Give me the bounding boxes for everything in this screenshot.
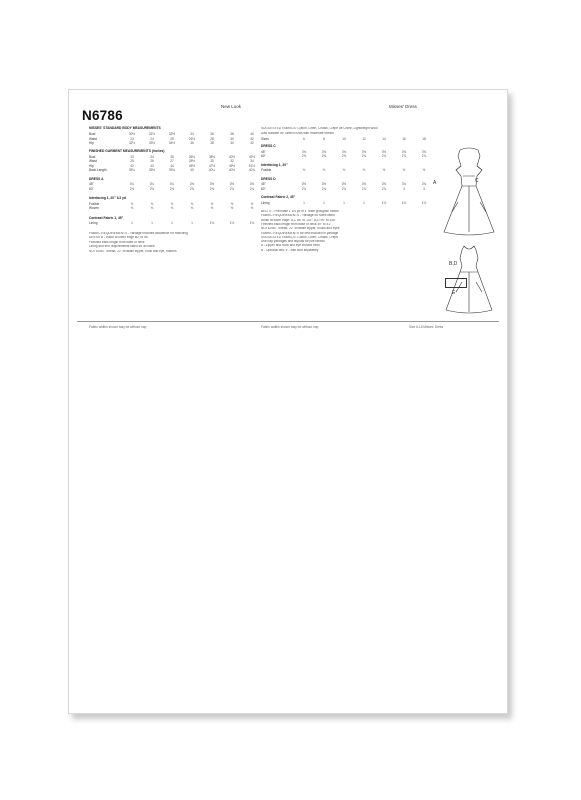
row-value: 36 <box>210 132 214 136</box>
row-value: 36 <box>190 141 194 145</box>
row-value: 49½ <box>228 163 236 168</box>
table-row <box>261 169 441 173</box>
row-value: 40¼ <box>208 168 216 172</box>
row-label: 45" <box>89 182 94 186</box>
row-value: 1⅛ <box>249 221 255 225</box>
row-value: 3¾ <box>421 182 427 186</box>
section-title: Interfacing 1, 20" 1/2 yd <box>89 196 126 200</box>
row-value: 2¾ <box>321 186 327 191</box>
row-value: 3¼ <box>129 182 135 186</box>
row-value: 1 <box>151 221 153 225</box>
row-label: Waist <box>89 159 97 163</box>
table-row <box>89 133 269 137</box>
table-row <box>261 202 441 206</box>
note-line: Use nap yardages and layouts for pile fabrics <box>261 240 325 244</box>
row-value: ½ <box>422 168 426 172</box>
row-label: Bust <box>89 154 96 159</box>
note-line: NOTIONS: Thread, 22" invisible zipper, hooks and eyes <box>261 227 340 231</box>
row-value: 2½ <box>169 186 175 191</box>
row-value: 3⅝ <box>401 149 407 154</box>
row-value: 25 <box>130 159 134 163</box>
row-value: 42½ <box>248 154 256 159</box>
row-value: 32 <box>250 136 254 141</box>
row-value: 30 <box>210 159 214 163</box>
row-value: 18 <box>422 137 426 141</box>
section-title: DRESS D <box>261 176 276 181</box>
row-value: 2⅞ <box>361 186 367 191</box>
left-column <box>89 126 272 327</box>
row-label: Sizes <box>261 137 269 141</box>
row-value: 2¾ <box>229 186 235 191</box>
row-value: ⅜ <box>302 168 306 172</box>
row-value: ½ <box>230 206 234 210</box>
row-value: 32½ <box>128 141 136 145</box>
footer-rule <box>77 321 499 322</box>
row-value: 40½ <box>228 154 236 159</box>
row-value: 36½ <box>188 154 196 159</box>
row-value: ½ <box>382 168 386 172</box>
row-value: ⅜ <box>190 206 194 210</box>
row-value: 2⅞ <box>421 154 427 158</box>
note-line: NOTIONS: Thread, 22" invisible zipper, hook and eye, buttons <box>89 249 177 253</box>
row-value: 1 <box>131 221 133 225</box>
row-value: 38 <box>210 141 214 145</box>
note-line: B - Optional belt; E - Belt sold separately <box>261 248 319 252</box>
row-value: ⅜ <box>322 168 326 172</box>
row-value: 8 <box>323 137 325 141</box>
row-value: 33 <box>130 154 134 159</box>
row-value: 3 <box>423 186 425 191</box>
row-value: 23 <box>130 136 134 141</box>
note-line: BELT E - Purchase 1 1/4 yd of 1" wide grosgrain ribbon <box>261 210 339 213</box>
row-label: 60" <box>261 186 266 191</box>
row-value: 2⅝ <box>321 154 327 158</box>
table-row <box>89 165 269 169</box>
row-value: 38½ <box>208 154 216 159</box>
row-value: 2½ <box>149 186 155 191</box>
row-value: 1⅛ <box>209 221 215 225</box>
row-value: ½ <box>402 168 406 172</box>
row-value: 24 <box>150 136 154 141</box>
section-title: DRESS C <box>261 144 276 148</box>
row-label: 45" <box>261 149 266 154</box>
row-value: 16 <box>402 137 406 141</box>
row-value: 28½ <box>188 159 196 163</box>
row-label: 45" <box>261 182 266 186</box>
table-row <box>89 168 272 173</box>
table-row <box>89 188 269 192</box>
row-value: 42 <box>130 163 134 168</box>
row-value: 34 <box>250 159 254 163</box>
row-value: 1 <box>303 200 305 205</box>
view-letter-e: E <box>452 290 456 296</box>
table-row <box>89 138 269 142</box>
row-value: 40 <box>190 168 194 172</box>
row-value: 26 <box>150 159 154 163</box>
row-value: 6 <box>303 137 305 141</box>
row-value: 39¼ <box>128 168 136 172</box>
note-line: FABRIC REQUIREMENTS - Yardage includes allowance for matching <box>89 231 188 235</box>
note-line: A - Zipper and hook and eye at back neck <box>261 244 320 248</box>
row-label: Fusible <box>89 201 100 206</box>
row-value: 3½ <box>209 182 215 186</box>
row-value: 39½ <box>148 168 156 172</box>
row-value: 40 <box>250 132 254 136</box>
table-row <box>89 160 269 164</box>
section-title: Interfacing 1, 20" <box>261 162 288 167</box>
row-label: Waist <box>89 136 97 141</box>
section-title: FINISHED GARMENT MEASUREMENTS (Inches) <box>89 148 165 153</box>
row-value: 34 <box>190 132 194 136</box>
note-line: Finished back length from base of neck <box>89 240 145 244</box>
row-value: ½ <box>210 201 214 206</box>
footer-center: Fabric widths shown may be without nap <box>261 325 319 329</box>
row-value: 34 <box>150 154 154 159</box>
row-value: 28 <box>210 136 214 141</box>
table-row <box>261 183 441 187</box>
row-value: 3½ <box>229 182 235 186</box>
note-line: Finished back length from base of neck 39" to 41" <box>261 222 332 226</box>
table-row <box>261 155 441 159</box>
row-value: 3 <box>403 186 405 191</box>
row-value: 39¾ <box>168 168 176 172</box>
row-label: Lining <box>261 200 270 205</box>
row-label: Fusible <box>261 168 272 172</box>
row-value: 3½ <box>381 149 387 154</box>
row-value: 25 <box>170 136 174 141</box>
note-line: Also suitable for Stretch Knits with moderate stretch <box>261 131 334 135</box>
pattern-envelope-back <box>68 89 508 714</box>
row-value: ⅜ <box>130 201 134 206</box>
row-value: 3½ <box>321 182 327 186</box>
table-row <box>89 207 269 211</box>
row-value: ⅜ <box>130 206 134 210</box>
section-title: DRESS A <box>89 176 104 181</box>
row-value: 3½ <box>341 182 347 186</box>
row-value: ⅜ <box>170 206 174 210</box>
row-value: 32 <box>230 159 234 163</box>
row-value: 3⅜ <box>321 149 327 154</box>
note-line: DRESS B - Width at lower edge 80" to 96" <box>89 236 149 239</box>
row-value: 40½ <box>228 168 236 172</box>
brand-name: New Look <box>221 104 242 109</box>
belt-e-rectangle <box>445 278 467 288</box>
note-line: Lining and trim requirements listed for all sizes <box>89 245 155 248</box>
row-value: ⅜ <box>150 206 154 210</box>
row-value: 2⅞ <box>401 154 407 158</box>
note-line: Width at lower edge: A,C 86" to 102"; B,D 90" to 106" <box>261 218 337 222</box>
table-row <box>261 188 441 192</box>
row-value: 34½ <box>168 141 176 145</box>
row-value: ⅜ <box>170 201 174 206</box>
row-value: 3⅜ <box>189 182 195 186</box>
row-value: 3⅜ <box>341 149 347 154</box>
row-value: 1⅛ <box>229 221 235 225</box>
table-row <box>89 222 269 226</box>
row-label: Woven <box>89 206 99 210</box>
row-value: 2¾ <box>341 186 347 191</box>
view-letter-a: A <box>433 180 437 186</box>
table-row <box>89 156 269 160</box>
row-value: 3¼ <box>169 182 175 186</box>
row-value: 12 <box>362 137 366 141</box>
row-value: 40 <box>230 141 234 145</box>
pattern-code: N6786 <box>82 108 123 123</box>
row-value: 2¾ <box>381 154 387 158</box>
row-value: 1 <box>363 200 365 205</box>
footer-left: Fabric widths shown may be without nap <box>89 325 147 329</box>
dress-a-c-sketch <box>444 148 494 235</box>
row-value: ½ <box>210 206 214 210</box>
row-value: 2⅝ <box>301 154 307 158</box>
row-label: Lining <box>89 221 98 225</box>
row-value: 2⅞ <box>381 186 387 191</box>
row-value: 2½ <box>129 186 135 191</box>
table-row <box>89 183 269 187</box>
row-value: 2¾ <box>249 186 255 191</box>
row-label: 60" <box>261 154 266 158</box>
row-value: 1 <box>191 221 193 225</box>
row-value: 51½ <box>248 163 256 168</box>
table-row <box>261 151 441 155</box>
row-label: Hip <box>89 141 94 145</box>
row-value: 3¾ <box>401 182 407 186</box>
row-value: ½ <box>230 201 234 206</box>
row-value: 3⅝ <box>361 182 367 186</box>
row-value: 1 <box>343 200 345 205</box>
row-value: ⅜ <box>362 168 366 172</box>
note-line: FABRIC REQUIREMENTS - Yardage for sizes listed <box>261 214 335 218</box>
note-line: SUGGESTED FABRICS: Cotton, Linen, Challis, Crepe <box>261 235 339 239</box>
row-value: ⅜ <box>342 168 346 172</box>
row-value: 31½ <box>148 132 156 136</box>
row-value: 3⅝ <box>421 149 427 154</box>
section-title: MISSES' STANDARD BODY MEASUREMENTS <box>89 126 161 130</box>
row-value: 2⅝ <box>209 186 215 191</box>
row-value: 1⅛ <box>401 200 407 205</box>
row-value: 2⅝ <box>341 154 347 158</box>
row-value: 33½ <box>148 141 156 145</box>
row-value: 10 <box>342 137 346 141</box>
row-label: 60" <box>89 186 94 191</box>
row-value: 1 <box>171 221 173 225</box>
row-value: 3⅜ <box>301 149 307 154</box>
row-value: 14 <box>382 137 386 141</box>
row-value: 40¾ <box>248 168 256 172</box>
row-value: ⅜ <box>190 201 194 206</box>
section-title: Contrast Fabric 2, 45" <box>261 195 296 199</box>
row-value: 3⅝ <box>381 182 387 186</box>
table-row <box>89 142 269 146</box>
footer-right: Size 6-18 Misses' Dress <box>409 325 444 329</box>
row-value: 3½ <box>301 182 307 186</box>
row-value: ⅜ <box>150 201 154 206</box>
view-letter-c: C <box>475 178 479 184</box>
row-label: Bust <box>89 132 96 136</box>
row-value: ½ <box>250 206 254 210</box>
row-value: 2¾ <box>301 186 307 191</box>
row-value: 44 <box>170 163 174 168</box>
row-label: Hip <box>89 163 94 168</box>
row-value: 32½ <box>168 132 176 136</box>
row-value: 38 <box>230 132 234 136</box>
row-value: 30 <box>230 136 234 141</box>
table-row <box>261 138 441 142</box>
row-value: 47½ <box>208 163 216 168</box>
row-value: 45½ <box>188 163 196 168</box>
row-value: 30½ <box>128 132 136 136</box>
row-value: 1⅛ <box>381 200 387 205</box>
row-label: Back Length <box>89 168 107 172</box>
row-value: 1 <box>323 200 325 205</box>
row-value: 1⅛ <box>421 200 427 205</box>
row-value: 35 <box>170 154 174 159</box>
note-line: FABRIC REQUIREMENTS for belt included in yardage <box>261 231 339 235</box>
garment-sketches <box>434 142 504 322</box>
section-title: Contrast Fabric 1, 45" <box>89 215 124 220</box>
row-value: 26½ <box>188 136 196 141</box>
row-value: 3¼ <box>149 182 155 186</box>
row-value: 3½ <box>361 149 367 154</box>
row-value: ½ <box>250 201 254 206</box>
view-letter-bd: B,D <box>449 261 458 267</box>
row-value: 42 <box>250 141 254 145</box>
row-value: 3⅝ <box>249 182 255 186</box>
note-line: SUGGESTED FABRICS: Cotton, Linen, Challis, Crepe de Chine, Lightweight Wool <box>261 127 378 130</box>
title-right: Misses' Dress <box>389 104 417 109</box>
row-value: 43 <box>150 163 154 168</box>
row-value: 27 <box>170 159 174 163</box>
row-value: 2⅝ <box>189 186 195 191</box>
row-value: 2¾ <box>361 154 367 158</box>
